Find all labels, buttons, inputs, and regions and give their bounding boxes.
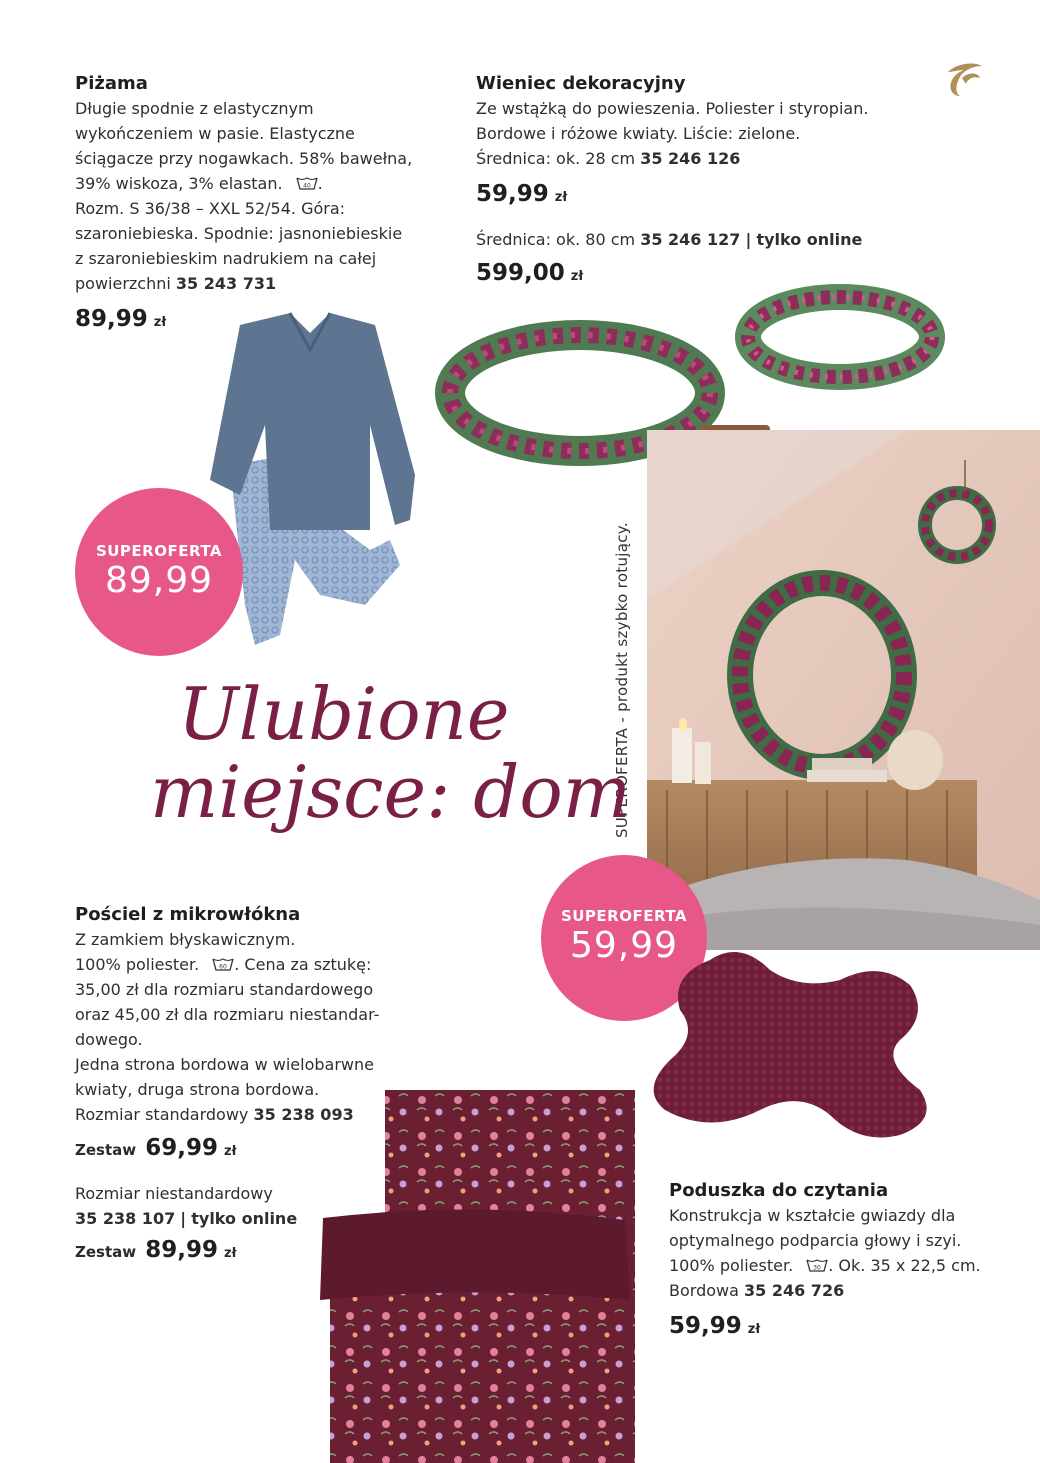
posciel-nonstd-label: Rozmiar niestandardowy bbox=[75, 1184, 273, 1203]
wieniec-price1: 59,99 bbox=[476, 181, 549, 207]
set-label: Zestaw bbox=[75, 1141, 137, 1159]
posciel-desc-line: . Cena za sztukę: bbox=[234, 955, 372, 974]
wash-temp: 60 bbox=[219, 963, 228, 971]
wieniec-size1: Średnica: ok. 28 cm bbox=[476, 149, 636, 168]
pizama-desc-line: ściągacze przy nogawkach. 58% bawełna, bbox=[75, 149, 413, 168]
wieniec-size2: Średnica: ok. 80 cm bbox=[476, 230, 636, 249]
pizama-desc-line: z szaroniebieskim nadrukiem na całej bbox=[75, 249, 377, 268]
posciel-std-label: Rozmiar standardowy bbox=[75, 1105, 249, 1124]
posciel-desc-line: 100% poliester. bbox=[75, 955, 200, 974]
pizama-code: 35 243 731 bbox=[175, 274, 277, 293]
heading-line1: Ulubione bbox=[178, 672, 510, 756]
badge-label: SUPEROFERTA bbox=[560, 907, 688, 925]
wieniec-code1: 35 246 126 bbox=[640, 149, 741, 168]
posciel-price2: 89,99 bbox=[145, 1237, 218, 1263]
badge-price: 89,99 bbox=[104, 560, 214, 601]
wash-temp: 30 bbox=[813, 1264, 822, 1272]
online-only-label: tylko online bbox=[191, 1209, 298, 1228]
posciel-desc-line: dowego. bbox=[75, 1030, 143, 1049]
currency: zł bbox=[153, 315, 167, 330]
wieniec-desc-line: Bordowe i różowe kwiaty. Liście: zielone. bbox=[476, 124, 801, 143]
bedding-image bbox=[305, 1090, 645, 1463]
wieniec-title: Wieniec dekoracyjny bbox=[476, 73, 686, 94]
pillow-image bbox=[640, 940, 960, 1150]
wash-icon bbox=[212, 957, 234, 972]
posciel-text-block: Pościel z mikrowłókna Z zamkiem błyskawicznym. 100% poliester. 60 . Cena za sztukę: 35,00 zł dla rozmiaru standardowego oraz 45,00 zł dla rozmiaru niestandar- dowego. Jedna strona bordowa w wielobarwne kwiaty, druga strona bordowa. Rozmiar standardowy 35 238 093 Zestaw 69,99 zł Rozmiar niestandardowy 35 238 107 | tylko online Zestaw 89,99 zł bbox=[75, 904, 435, 1263]
poduszka-desc-line: Konstrukcja w kształcie gwiazdy dla bbox=[669, 1206, 956, 1225]
currency: zł bbox=[747, 1322, 761, 1337]
wash-temp: 40 bbox=[302, 182, 311, 190]
pizama-desc-line: powierzchni bbox=[75, 274, 171, 293]
superoferta-badge bbox=[75, 488, 243, 656]
set-label: Zestaw bbox=[75, 1243, 137, 1261]
poduszka-desc-line: optymalnego podparcia głowy i szyi. bbox=[669, 1231, 962, 1250]
pizama-price: 89,99 bbox=[75, 306, 148, 332]
posciel-desc-line: Z zamkiem błyskawicznym. bbox=[75, 930, 296, 949]
badge-label: SUPEROFERTA bbox=[95, 542, 223, 560]
wieniec-code2: 35 246 127 bbox=[640, 230, 741, 249]
posciel-std-code: 35 238 093 bbox=[253, 1105, 354, 1124]
posciel-nonstd-code: 35 238 107 bbox=[75, 1209, 176, 1228]
posciel-desc-line: kwiaty, druga strona bordowa. bbox=[75, 1080, 320, 1099]
wieniec-price2: 599,00 bbox=[476, 260, 565, 286]
brand-logo bbox=[940, 58, 986, 100]
wieniec-desc-line: Ze wstążką do powieszenia. Poliester i styropian. bbox=[476, 99, 869, 118]
poduszka-desc-line: 100% poliester. bbox=[669, 1256, 794, 1275]
badge-price: 59,99 bbox=[569, 925, 679, 966]
wash-icon bbox=[296, 176, 318, 191]
pizama-desc-line: 39% wiskoza, 3% elastan. bbox=[75, 174, 283, 193]
online-only-label: tylko online bbox=[756, 230, 863, 249]
vertical-note: SUPEROFERTA - produkt szybko rotujący. bbox=[613, 522, 631, 838]
pizama-text-block: Piżama Długie spodnie z elastycznym wykończeniem w pasie. Elastyczne ściągacze przy nogawkach. 58% bawełna, 39% wiskoza, 3% elastan. 40 . Rozm. S 36/38 – XXL 52/54. Góra: szaroniebieska. Spodnie: jasnoniebieskie z szaroniebieskim nadrukiem na całej powierzchni 35 243 731 89,99 zł bbox=[75, 73, 435, 332]
currency: zł bbox=[554, 190, 568, 205]
pizama-desc-line: Długie spodnie z elastycznym bbox=[75, 99, 314, 118]
poduszka-price: 59,99 bbox=[669, 1313, 742, 1339]
poduszka-desc-line: . Ok. 35 x 22,5 cm. bbox=[828, 1256, 981, 1275]
wieniec-text-block: Wieniec dekoracyjny Ze wstążką do powieszenia. Poliester i styropian. Bordowe i różowe kwiaty. Liście: zielone. Średnica: ok. 28 cm 35 246 126 59,99 zł Średnica: ok. 80 cm 35 246 127 | tylko online 599,00 zł bbox=[476, 73, 916, 286]
posciel-desc-line: Jedna strona bordowa w wielobarwne bbox=[75, 1055, 374, 1074]
posciel-title: Pościel z mikrowłókna bbox=[75, 904, 301, 925]
pizama-title: Piżama bbox=[75, 73, 148, 94]
wash-icon bbox=[806, 1258, 828, 1273]
poduszka-title: Poduszka do czytania bbox=[669, 1180, 889, 1201]
pizama-desc-line: Rozm. S 36/38 – XXL 52/54. Góra: bbox=[75, 199, 346, 218]
pizama-desc-line: szaroniebieska. Spodnie: jasnoniebieskie bbox=[75, 224, 403, 243]
currency: zł bbox=[570, 269, 584, 284]
poduszka-text-block bbox=[669, 1180, 1029, 1339]
posciel-desc-line: oraz 45,00 zł dla rozmiaru niestandar- bbox=[75, 1005, 380, 1024]
poduszka-code: 35 246 726 bbox=[744, 1281, 845, 1300]
poduszka-color: Bordowa bbox=[669, 1281, 739, 1300]
pizama-desc-line: wykończeniem w pasie. Elastyczne bbox=[75, 124, 355, 143]
currency: zł bbox=[224, 1246, 237, 1261]
posciel-desc-line: 35,00 zł dla rozmiaru standardowego bbox=[75, 980, 374, 999]
room-photo bbox=[647, 430, 1040, 950]
posciel-price1: 69,99 bbox=[145, 1135, 218, 1161]
currency: zł bbox=[224, 1144, 237, 1159]
heading-line2: miejsce: dom bbox=[150, 750, 631, 834]
